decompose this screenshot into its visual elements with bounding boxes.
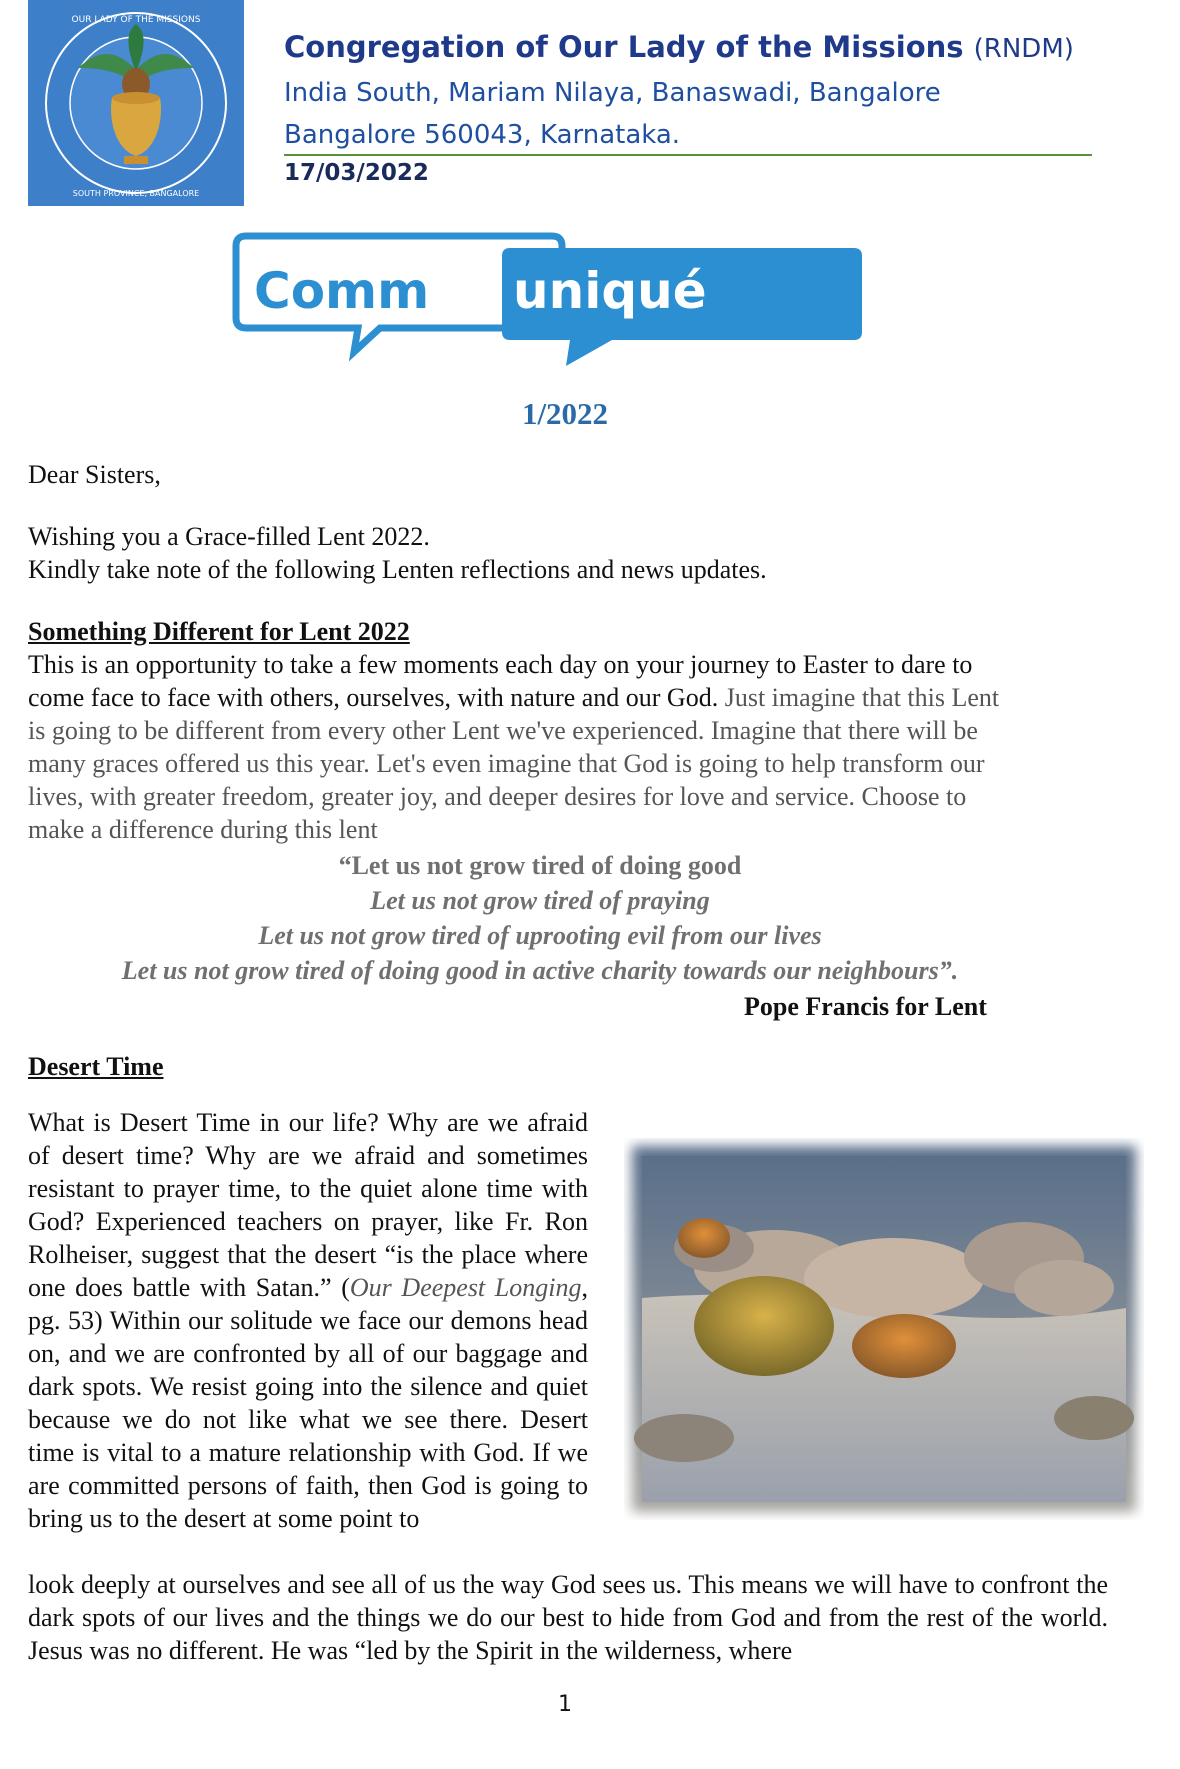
- congregation-seal-logo: [28, 0, 244, 206]
- lent-paragraph: [28, 648, 1108, 846]
- quote-author: Pope Francis for Lent: [744, 992, 987, 1021]
- lent-line-5: lives, with greater freedom, greater joy, and deeper desires for love and service. Choose to: [28, 782, 967, 811]
- communique-banner: [230, 232, 880, 372]
- greeting: Dear Sisters,: [28, 460, 161, 489]
- lent-line-2: [28, 681, 1108, 714]
- address-line-1: India South, Mariam Nilaya, Banaswadi, Bangalore: [284, 78, 941, 108]
- desert-photo: [624, 1138, 1144, 1520]
- letterhead: [284, 24, 1094, 156]
- section-heading-desert: Desert Time: [28, 1052, 164, 1081]
- page-number: 1: [558, 1692, 572, 1717]
- svg-text:OUR LADY OF THE MISSIONS: OUR LADY OF THE MISSIONS: [71, 15, 201, 25]
- letter-date: 17/03/2022: [284, 160, 429, 186]
- quote-line-1: “Let us not grow tired of doing good: [338, 851, 742, 880]
- header-divider: [284, 154, 1092, 156]
- lent-line-1: This is an opportunity to take a few moments each day on your journey to Easter to dare to: [28, 650, 973, 679]
- desert-paragraph-column: [28, 1106, 588, 1535]
- desert-text-b: , pg. 53) Within our solitude we face our demons head on, and we are confronted by all of our baggage and dark spots. We resist going into the silence and quiet because we do not like what we see there. Desert time is vital to a mature relationship with God. If we are committed persons of faith, then God is going to bring us to the desert at some point to: [28, 1273, 588, 1533]
- lent-line-2-grey: Just imagine that this Lent: [718, 683, 1000, 712]
- intro-line-2: Kindly take note of the following Lenten reflections and news updates.: [28, 555, 767, 584]
- quote-line-2: Let us not grow tired of praying: [370, 886, 710, 915]
- banner-word-part1: Comm: [254, 262, 430, 320]
- organization-name: [284, 24, 1094, 72]
- intro-line-1: Wishing you a Grace-filled Lent 2022.: [28, 522, 430, 551]
- section-heading-lent: Something Different for Lent 2022: [28, 617, 410, 646]
- org-abbreviation: (RNDM): [973, 34, 1074, 64]
- lent-line-6: make a difference during this lent: [28, 815, 378, 844]
- org-name-text: Congregation of Our Lady of the Missions: [284, 30, 964, 64]
- svg-text:SOUTH PROVINCE, BANGALORE: SOUTH PROVINCE, BANGALORE: [72, 189, 200, 198]
- lent-line-4: many graces offered us this year. Let's even imagine that God is going to help transform our: [28, 749, 985, 778]
- desert-paragraph-tail: look deeply at ourselves and see all of us the way God sees us. This means we will have to confront the dark spots of our lives and the things we do our best to hide from God and from the rest of the world. Jesus was no different. He was “led by the Spirit in the wilderness, where: [28, 1570, 1108, 1665]
- desert-text-a: What is Desert Time in our life? Why are we afraid of desert time? Why are we afraid and sometimes resistant to prayer time, to the quiet alone time with God? Experienced teachers on prayer, like Fr. Ron Rolheiser, suggest that the desert “is the place where one does battle with Satan.” (: [28, 1108, 588, 1302]
- lent-line-3: is going to be different from every other Lent we've experienced. Imagine that there will be: [28, 716, 978, 745]
- lent-line-2-dark: come face to face with others, ourselves, with nature and our God.: [28, 683, 719, 712]
- address-line-2: Bangalore 560043, Karnataka.: [284, 120, 681, 150]
- quote-line-3: Let us not grow tired of uprooting evil from our lives: [258, 921, 822, 950]
- banner-word-part2: uniqué: [513, 262, 707, 320]
- book-title: Our Deepest Longing: [349, 1273, 582, 1302]
- issue-number: 1/2022: [521, 396, 609, 431]
- quote-line-4: Let us not grow tired of doing good in active charity towards our neighbours”.: [121, 956, 959, 985]
